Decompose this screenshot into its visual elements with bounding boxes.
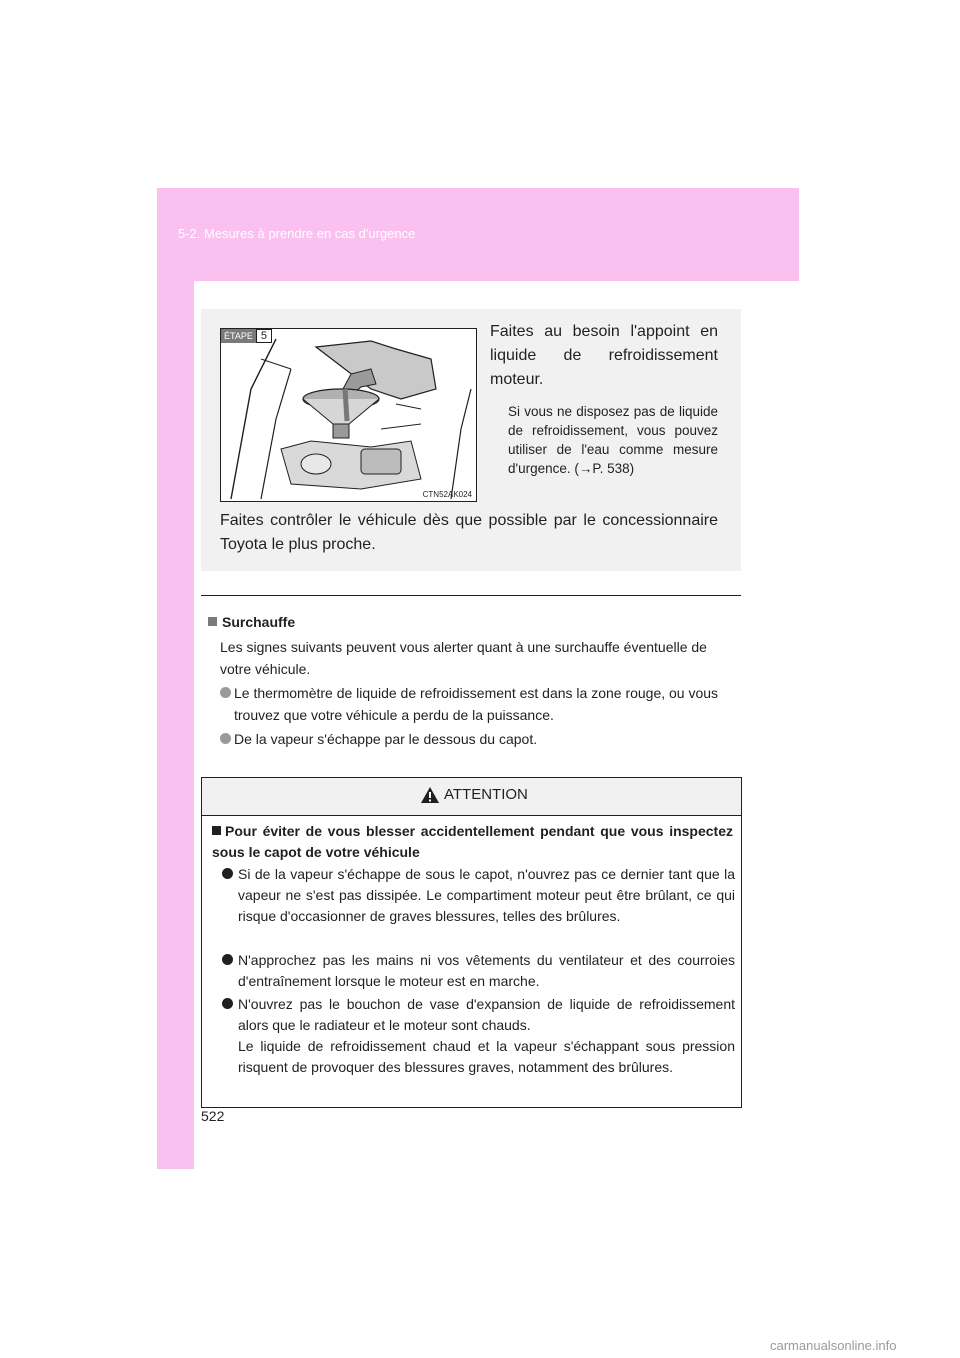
divider bbox=[201, 595, 741, 596]
attention-item-text: N'ouvrez pas le bouchon de vase d'expansion de liquide de refroidissement alors que le radiateur et le moteur sont chauds. bbox=[238, 996, 735, 1033]
warning-triangle-icon bbox=[420, 786, 440, 804]
attention-subtitle-text: Pour éviter de vous blesser accidentellement pendant que vous inspectez sous le capot de votre véhicule bbox=[212, 823, 733, 860]
section-title-text: Surchauffe bbox=[222, 614, 296, 630]
bullet-dot-icon bbox=[222, 868, 233, 879]
attention-subtitle bbox=[212, 821, 733, 863]
attention-item-text: Si de la vapeur s'échappe de sous le capot, n'ouvrez pas ce dernier tant que la vapeur ne s'est pas dissipée. Le compartiment moteur peut être brûlant, ce qui risque d'occasionner de graves blessures, telles des brûlures. bbox=[238, 866, 735, 924]
attention-box bbox=[201, 777, 742, 1108]
attention-header bbox=[202, 778, 741, 816]
bullet-dot-icon bbox=[222, 954, 233, 965]
step-instruction bbox=[490, 320, 718, 392]
bullet-dot-icon bbox=[220, 687, 231, 698]
section-intro: Les signes suivants peuvent vous alerter quant à une surchauffe éventuelle de votre véhicule. bbox=[220, 639, 707, 677]
list-item bbox=[220, 682, 741, 726]
coolant-illustration bbox=[220, 328, 477, 502]
bullet-dot-icon bbox=[220, 733, 231, 744]
step-badge bbox=[221, 329, 272, 343]
attention-item-text: N'approchez pas les mains ni vos vêtements du ventilateur et des courroies d'entraînement lorsque le moteur est en marche. bbox=[238, 952, 735, 989]
step-number: 5 bbox=[256, 329, 272, 343]
attention-item-extra-text: Le liquide de refroidissement chaud et la vapeur s'échappant sous pression risquent de provoquer des blessures graves, notamment des brûlures. bbox=[238, 1038, 735, 1075]
page-number: 522 bbox=[201, 1108, 225, 1124]
list-item-text: Le thermomètre de liquide de refroidissement est dans la zone rouge, ou vous trouvez que votre véhicule a perdu de la puissance. bbox=[234, 685, 719, 723]
square-bullet-icon bbox=[212, 826, 221, 835]
image-code: CTN52AK024 bbox=[422, 490, 472, 499]
attention-title: ATTENTION bbox=[444, 786, 528, 803]
attention-item bbox=[222, 864, 735, 927]
square-bullet-icon bbox=[208, 617, 217, 626]
step-label: ÉTAPE bbox=[221, 329, 256, 343]
side-band bbox=[157, 281, 194, 1169]
section-header: 5-2. Mesures à prendre en cas d'urgence bbox=[178, 226, 416, 241]
step-instruction-text: Faites au besoin l'appoint en liquide de refroidissement moteur. bbox=[490, 323, 718, 388]
attention-item bbox=[222, 994, 735, 1078]
section-title bbox=[208, 614, 295, 630]
engine-refill-drawing bbox=[221, 329, 476, 501]
bullet-dot-icon bbox=[222, 998, 233, 1009]
attention-item bbox=[222, 950, 735, 992]
watermark: carmanualsonline.info bbox=[770, 1338, 897, 1353]
list-item-text: De la vapeur s'échappe par le dessous du capot. bbox=[234, 731, 538, 747]
list-item bbox=[220, 728, 741, 750]
step-note: Si vous ne disposez pas de liquide de refroidissement, vous pouvez utiliser de l'eau comme mesure d'urgence. (→P. 538) bbox=[508, 404, 718, 476]
step-followup: Faites contrôler le véhicule dès que possible par le concessionnaire Toyota le plus proche. bbox=[220, 512, 718, 553]
